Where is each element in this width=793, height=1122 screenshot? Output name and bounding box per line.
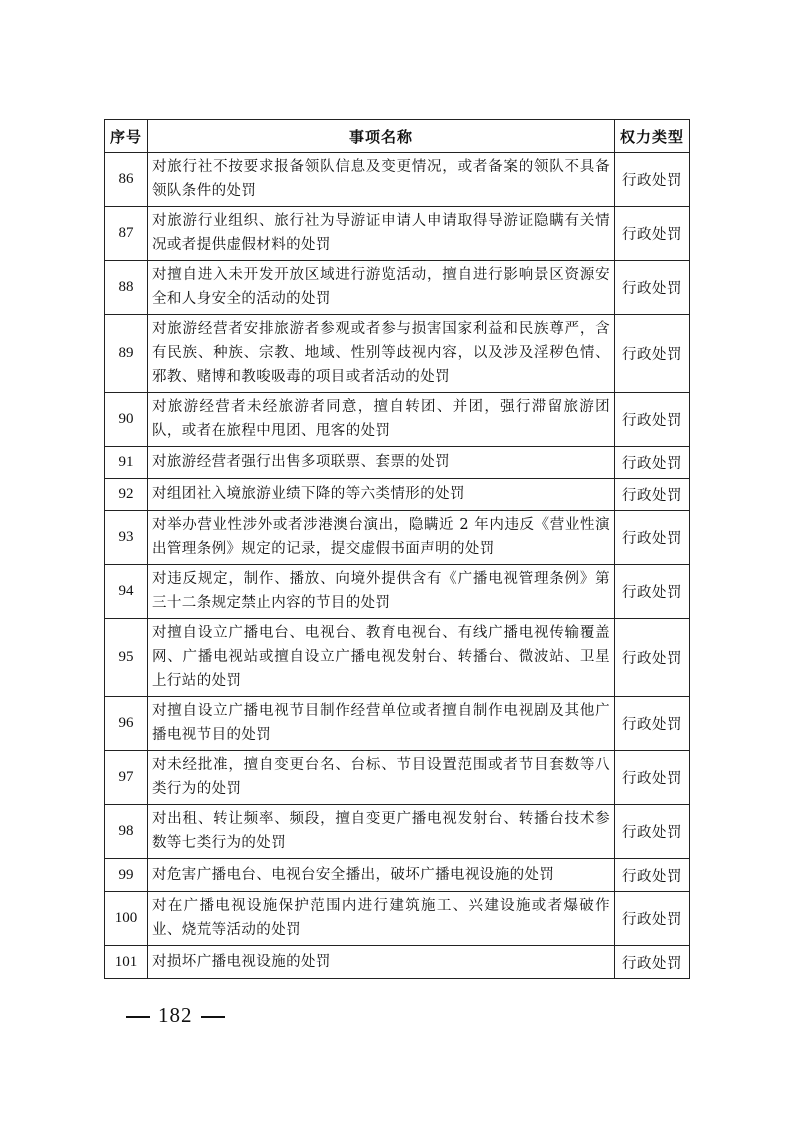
powers-table [104,119,690,979]
table-row [105,261,690,315]
table-header [105,120,690,153]
table-row [105,393,690,447]
row-power-type: 行政处罚 [615,751,690,805]
row-item-name: 对旅游经营者未经旅游者同意，擅自转团、并团，强行滞留旅游团队，或者在旅程中甩团、甩客的处罚 [148,393,615,447]
row-power-type: 行政处罚 [615,619,690,697]
row-serial-number: 93 [105,511,148,565]
row-serial-number: 97 [105,751,148,805]
row-serial-number: 89 [105,315,148,393]
table-body [105,153,690,979]
row-serial-number: 96 [105,697,148,751]
row-item-name: 对旅游经营者安排旅游者参观或者参与损害国家利益和民族尊严，含有民族、种族、宗教、地域、性别等歧视内容，以及涉及淫秽色情、邪教、赌博和教唆吸毒的项目或者活动的处罚 [148,315,615,393]
row-serial-number: 101 [105,946,148,979]
row-item-name: 对擅自进入未开发开放区域进行游览活动，擅自进行影响景区资源安全和人身安全的活动的处罚 [148,261,615,315]
row-item-name: 对旅行社不按要求报备领队信息及变更情况，或者备案的领队不具备领队条件的处罚 [148,153,615,207]
page-number: 182 [158,1003,193,1027]
row-serial-number: 94 [105,565,148,619]
row-serial-number: 100 [105,892,148,946]
row-power-type: 行政处罚 [615,447,690,479]
row-item-name: 对出租、转让频率、频段，擅自变更广播电视发射台、转播台技术参数等七类行为的处罚 [148,805,615,859]
table-row [105,207,690,261]
table-row [105,315,690,393]
row-power-type: 行政处罚 [615,393,690,447]
table-row [105,859,690,892]
header-serial-number: 序号 [105,120,148,153]
row-serial-number: 92 [105,479,148,511]
row-serial-number: 90 [105,393,148,447]
table-row [105,697,690,751]
table-row [105,511,690,565]
table-row [105,751,690,805]
row-item-name: 对擅自设立广播电视节目制作经营单位或者擅自制作电视剧及其他广播电视节目的处罚 [148,697,615,751]
row-item-name: 对旅游经营者强行出售多项联票、套票的处罚 [148,447,615,479]
row-power-type: 行政处罚 [615,153,690,207]
row-item-name: 对违反规定，制作、播放、向境外提供含有《广播电视管理条例》第三十二条规定禁止内容的节目的处罚 [148,565,615,619]
row-item-name: 对组团社入境旅游业绩下降的等六类情形的处罚 [148,479,615,511]
row-power-type: 行政处罚 [615,892,690,946]
header-power-type: 权力类型 [615,120,690,153]
row-power-type: 行政处罚 [615,261,690,315]
row-item-name: 对旅游行业组织、旅行社为导游证申请人申请取得导游证隐瞒有关情况或者提供虚假材料的处罚 [148,207,615,261]
row-item-name: 对未经批准，擅自变更台名、台标、节目设置范围或者节目套数等八类行为的处罚 [148,751,615,805]
table-row [105,892,690,946]
row-power-type: 行政处罚 [615,511,690,565]
row-power-type: 行政处罚 [615,805,690,859]
row-serial-number: 86 [105,153,148,207]
row-item-name: 对举办营业性涉外或者涉港澳台演出，隐瞒近 2 年内违反《营业性演出管理条例》规定的记录，提交虚假书面声明的处罚 [148,511,615,565]
right-dash [201,1016,225,1018]
row-item-name: 对擅自设立广播电台、电视台、教育电视台、有线广播电视传输覆盖网、广播电视站或擅自设立广播电视发射台、转播台、微波站、卫星上行站的处罚 [148,619,615,697]
table-header-row [105,120,690,153]
row-serial-number: 99 [105,859,148,892]
row-serial-number: 91 [105,447,148,479]
row-item-name: 对在广播电视设施保护范围内进行建筑施工、兴建设施或者爆破作业、烧荒等活动的处罚 [148,892,615,946]
row-power-type: 行政处罚 [615,207,690,261]
row-power-type: 行政处罚 [615,946,690,979]
row-serial-number: 98 [105,805,148,859]
table-row [105,946,690,979]
page-footer [118,1003,233,1028]
row-serial-number: 87 [105,207,148,261]
row-power-type: 行政处罚 [615,479,690,511]
row-power-type: 行政处罚 [615,565,690,619]
table-row [105,619,690,697]
row-power-type: 行政处罚 [615,859,690,892]
table-row [105,565,690,619]
left-dash [126,1016,150,1018]
row-power-type: 行政处罚 [615,315,690,393]
table-row [105,479,690,511]
row-power-type: 行政处罚 [615,697,690,751]
row-item-name: 对危害广播电台、电视台安全播出，破坏广播电视设施的处罚 [148,859,615,892]
table-row [105,805,690,859]
table-row [105,447,690,479]
row-serial-number: 95 [105,619,148,697]
row-item-name: 对损坏广播电视设施的处罚 [148,946,615,979]
row-serial-number: 88 [105,261,148,315]
table-row [105,153,690,207]
header-item-name: 事项名称 [148,120,615,153]
